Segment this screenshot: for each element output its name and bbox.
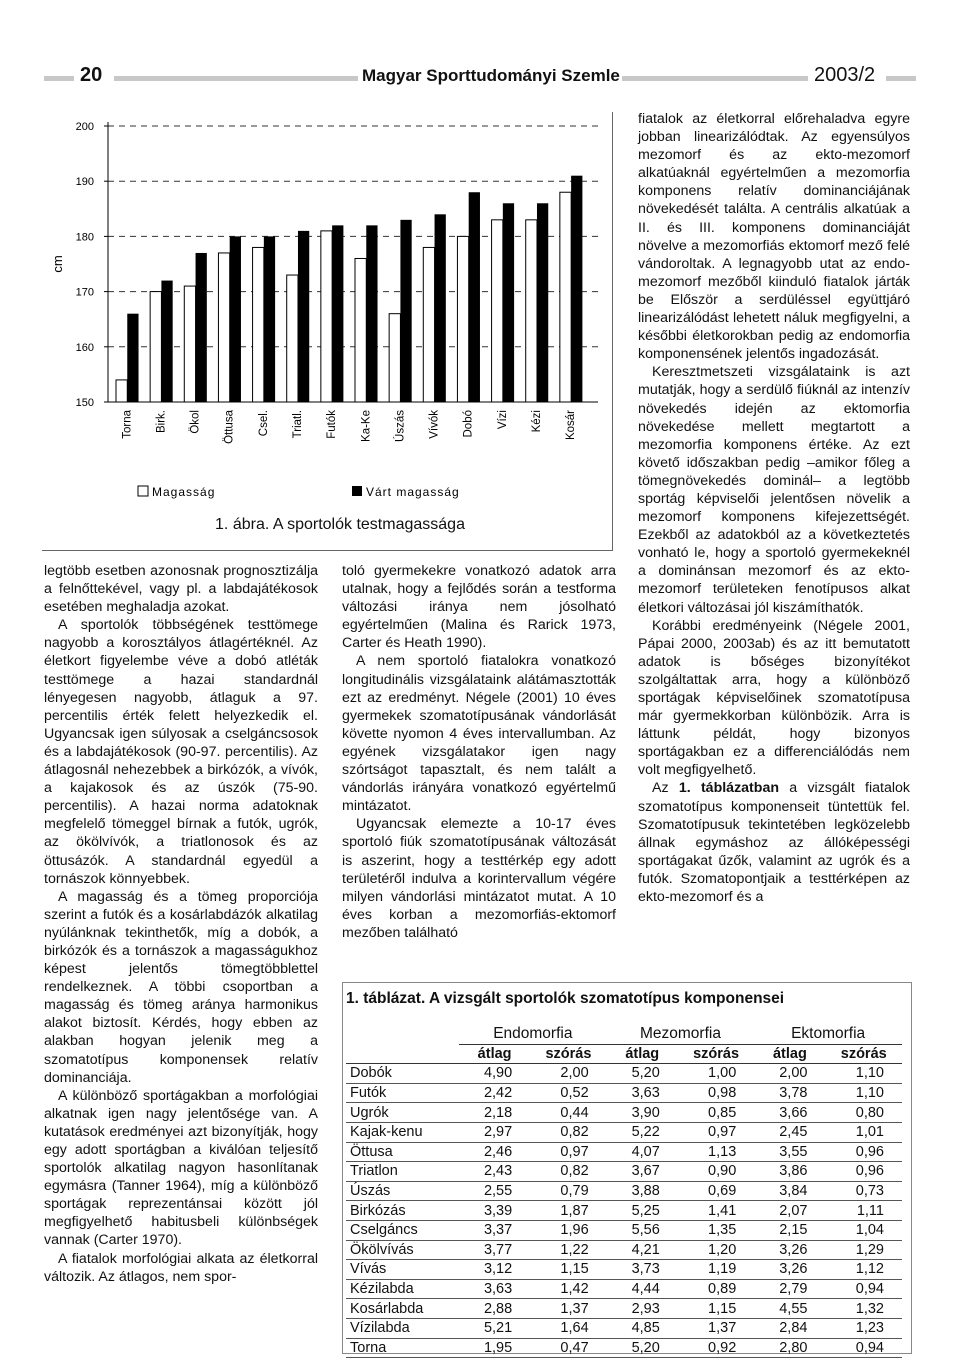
- table-cell: 0,82: [530, 1122, 606, 1142]
- table-cell: 0,44: [530, 1103, 606, 1123]
- table-cell: 0,94: [825, 1338, 902, 1358]
- table-cell: 4,21: [607, 1240, 678, 1260]
- table-row: [346, 1122, 902, 1142]
- row-label: Vízilabda: [346, 1318, 459, 1338]
- page-number: 20: [80, 64, 103, 86]
- row-label: Ökölvívás: [346, 1240, 459, 1260]
- y-axis-label: cm: [50, 255, 65, 273]
- table-cell: 2,84: [754, 1318, 825, 1338]
- row-label: Cselgáncs: [346, 1220, 459, 1240]
- table-row: [346, 1181, 902, 1201]
- legend-label: Magasság: [152, 485, 216, 499]
- somatotype-table: [346, 1025, 902, 1358]
- paragraph: Ugyancsak elemezte a 10-17 éves sportoló fiúk szomatotípusának változását is aszerint, hogy a testtérkép egy adott területéről indulva a korintervallum végére milyen vándorlási mintázatot mutat. A 10 éves korban a mezomorfiás-ektomorf mezőben található: [342, 816, 616, 941]
- table-cell: 3,26: [754, 1240, 825, 1260]
- table-row: [346, 1064, 902, 1084]
- table-cell: 3,73: [607, 1260, 678, 1280]
- table-cell: 0,90: [678, 1162, 754, 1182]
- table-cell: 1,87: [530, 1201, 606, 1221]
- x-tick-label: Futók: [326, 410, 339, 439]
- bar-vart-magassag: [469, 192, 480, 402]
- table-row: [346, 1299, 902, 1319]
- table-cell: 3,55: [754, 1142, 825, 1162]
- row-label: Kézilabda: [346, 1279, 459, 1299]
- table-cell: 1,10: [825, 1064, 902, 1084]
- table-row: [346, 1240, 902, 1260]
- table-cell: 3,66: [754, 1103, 825, 1123]
- col-header: átlag: [459, 1044, 530, 1064]
- x-tick-label: Dobó: [462, 410, 475, 438]
- table-cell: 2,97: [459, 1122, 530, 1142]
- group-header-mezomorfia: Mezomorfia: [607, 1025, 755, 1044]
- table-caption: 1. táblázat. A vizsgált sportolók szomatotípus komponensei: [346, 990, 785, 1007]
- x-tick-label: Torna: [121, 410, 134, 439]
- table-row: [346, 1083, 902, 1103]
- table-cell: 1,15: [678, 1299, 754, 1319]
- table-row: [346, 1318, 902, 1338]
- table-cell: 3,37: [459, 1220, 530, 1240]
- table-cell: 1,42: [530, 1279, 606, 1299]
- table-cell: 1,15: [530, 1260, 606, 1280]
- x-tick-label: Vízi: [496, 410, 509, 430]
- table-row: [346, 1142, 902, 1162]
- header-rule: [44, 76, 74, 81]
- table-cell: 2,18: [459, 1103, 530, 1123]
- bar-magassag: [355, 258, 366, 402]
- legend-label: Várt magasság: [366, 485, 460, 499]
- table-cell: 0,52: [530, 1083, 606, 1103]
- table-cell: 1,11: [825, 1201, 902, 1221]
- x-tick-label: Ökol: [189, 410, 202, 434]
- table-cell: 3,39: [459, 1201, 530, 1221]
- x-tick-label: Kézi: [530, 410, 543, 433]
- journal-title: Magyar Sporttudományi Szemle: [362, 66, 620, 85]
- y-tick-label: 150: [75, 397, 94, 409]
- bar-vart-magassag: [298, 231, 309, 402]
- col-header: szórás: [530, 1044, 606, 1064]
- group-header-ektomorfia: Ektomorfia: [754, 1025, 902, 1044]
- x-tick-label: Öttusa: [223, 410, 236, 444]
- legend-swatch-magassag: [138, 486, 148, 496]
- table-corner: [346, 1025, 459, 1044]
- table-cell: 2,00: [754, 1064, 825, 1084]
- bar-magassag: [423, 247, 434, 402]
- header-rule: [886, 76, 916, 81]
- row-label: Kosárlabda: [346, 1299, 459, 1319]
- table-cell: 1,19: [678, 1260, 754, 1280]
- table-cell: 0,96: [825, 1142, 902, 1162]
- table-cell: 2,45: [754, 1122, 825, 1142]
- table-cell: 3,88: [607, 1181, 678, 1201]
- table-cell: 2,43: [459, 1162, 530, 1182]
- row-label: Öttusa: [346, 1142, 459, 1162]
- legend-swatch-vart: [352, 486, 362, 496]
- table-cell: 4,85: [607, 1318, 678, 1338]
- table-cell: 1,23: [825, 1318, 902, 1338]
- x-tick-label: Kosár: [565, 410, 578, 441]
- bar-magassag: [526, 220, 537, 402]
- bar-vart-magassag: [400, 220, 411, 402]
- paragraph: toló gyermekekre vonatkozó adatok arra utalnak, hogy a fejlődés során a testforma változási iránya nem jósolható egyértelműen (Malina és Rarick 1973, Carter és Heath 1990).: [342, 563, 616, 652]
- paragraph: Korábbi eredményeink (Négele 2001, Pápai 2000, 2003ab) és az itt bemutatott adatok is bőséges bizonyítékot szolgáltattak arra, hogy a különböző sportágak képviselőinek szomatotípusa már gyermekkorban különbözik. Arra is láttunk példát, hogy bizonyos sportágakban ez a differenciálódás nem volt megfigyelhető.: [638, 617, 910, 779]
- bar-vart-magassag: [161, 281, 172, 402]
- paragraph: A sportolók többségének testtömege nagyobb a korosztályos átlagértéknél. Az életkort figyelembe véve a dobó atléták testtömege a hazai standardnál lényegesen nagyobb, átlaguk a 97. percentilis érték felett helyezkedik el. Ugyancsak igen súlyosak a cselgáncsosok és a labdajátékosok (90-97. percentilis). Az átlagosnál nehezebbek a birkózók, a vívók, a kajakosok és az úszók (75-90. percentilis). A hazai norma adatoknak megfelelő tömeggel bírnak a futók, ugrók, az ökölvívók, a triatlonosok és az öttusázók. A standardnál egyedül a tornászok könnyebbek.: [44, 617, 318, 887]
- y-tick-label: 200: [75, 121, 94, 133]
- table-cell: 2,00: [530, 1064, 606, 1084]
- x-tick-label: Birk.: [155, 410, 168, 433]
- table-cell: 0,97: [530, 1142, 606, 1162]
- x-tick-label: Csel.: [257, 410, 270, 437]
- text-column-3: [638, 110, 910, 906]
- table-cell: 1,10: [825, 1083, 902, 1103]
- table-cell: 1,12: [825, 1260, 902, 1280]
- table-cell: 5,21: [459, 1318, 530, 1338]
- row-label: Triatlon: [346, 1162, 459, 1182]
- table-cell: 3,63: [607, 1083, 678, 1103]
- table-sub-header: [346, 1044, 902, 1064]
- paragraph: A különböző sportágakban a morfológiai alkatnak igen nagy jelentősége van. A kutatások eredményei azt bizonyítják, hogy egy adott sportágban a kiválóan teljesítő sportolók alkatilag nagyon hasonlítanak egymásra (Tanner 1964), míg a különböző sportágak reprezentánsai között jól megfigyelhető habitusbeli különbségek vannak (Carter 1970).: [44, 1087, 318, 1249]
- table-cell: 5,20: [607, 1338, 678, 1358]
- bar-magassag: [492, 220, 503, 402]
- table-cell: 3,86: [754, 1162, 825, 1182]
- table-cell: 0,94: [825, 1279, 902, 1299]
- table-cell: 3,77: [459, 1240, 530, 1260]
- table-cell: 1,64: [530, 1318, 606, 1338]
- table-cell: 5,22: [607, 1122, 678, 1142]
- row-label: Kajak-kenu: [346, 1122, 459, 1142]
- row-label: Futók: [346, 1083, 459, 1103]
- table-row: [346, 1279, 902, 1299]
- bar-vart-magassag: [332, 225, 343, 402]
- table-cell: 0,47: [530, 1338, 606, 1358]
- table-cell: 2,80: [754, 1338, 825, 1358]
- table-cell: 3,67: [607, 1162, 678, 1182]
- bar-vart-magassag: [230, 236, 241, 402]
- table-cell: 1,37: [678, 1318, 754, 1338]
- paragraph: [638, 779, 910, 906]
- row-label: Dobók: [346, 1064, 459, 1084]
- x-tick-label: Ka-Ke: [360, 410, 373, 442]
- table-corner: [346, 1044, 459, 1064]
- group-header-endomorfia: Endomorfia: [459, 1025, 607, 1044]
- table-cell: 1,20: [678, 1240, 754, 1260]
- table-cell: 2,93: [607, 1299, 678, 1319]
- paragraph: legtöbb esetben azonosnak prognosztizálja a felnőttekével, vagy pl. a labdajátékosok esetében meghaladja azokat.: [44, 563, 318, 616]
- bar-magassag: [321, 231, 332, 402]
- table-cell: 0,97: [678, 1122, 754, 1142]
- col-header: szórás: [678, 1044, 754, 1064]
- table-cell: 2,88: [459, 1299, 530, 1319]
- table-cell: 0,80: [825, 1103, 902, 1123]
- y-tick-label: 180: [75, 231, 94, 244]
- text-column-2: [342, 562, 616, 942]
- table-cell: 0,89: [678, 1279, 754, 1299]
- table-cell: 0,69: [678, 1181, 754, 1201]
- header-rule: [622, 76, 808, 81]
- table-cell: 0,85: [678, 1103, 754, 1123]
- table-row: [346, 1220, 902, 1240]
- table-cell: 1,32: [825, 1299, 902, 1319]
- col-header: átlag: [607, 1044, 678, 1064]
- table-cell: 1,13: [678, 1142, 754, 1162]
- table-cell: 4,90: [459, 1064, 530, 1084]
- row-label: Vívás: [346, 1260, 459, 1280]
- y-tick-label: 170: [75, 286, 94, 299]
- table-cell: 3,78: [754, 1083, 825, 1103]
- issue-label: 2003/2: [814, 64, 876, 86]
- table-cell: 1,22: [530, 1240, 606, 1260]
- y-tick-label: 190: [75, 176, 94, 189]
- x-tick-label: Triatl.: [291, 410, 304, 439]
- table-cell: 5,25: [607, 1201, 678, 1221]
- bar-magassag: [116, 380, 127, 402]
- bar-magassag: [457, 236, 468, 402]
- table-cell: 1,95: [459, 1338, 530, 1358]
- table-cell: 1,35: [678, 1220, 754, 1240]
- col-header: szórás: [825, 1044, 902, 1064]
- bar-magassag: [150, 292, 161, 402]
- table-cell: 2,15: [754, 1220, 825, 1240]
- table-cell: 1,37: [530, 1299, 606, 1319]
- paragraph: fiatalok az életkorral előrehaladva egyre jobban linearizálódtak. Az egyensúlyos mezomorf és az ekto-mezomorf alkatúaknál egyértelműen a mezomorfia komponens relatív dominanciájának növekedését találta. A centrális alkatúak a II. és III. komponens dominanciáját növelve a mezomorfiás ektomorf mező felé vándoroltak. A legnagyobb utat az endo-mezomorf mezőből kiinduló fiatalok járták be Először a serdüléssel együttjáró linearizálódást lehetett náluk megfigyelni, a későbbi életkorokban pedig az endomorfia komponensének jelentős ingadozását.: [638, 111, 910, 363]
- bar-magassag: [389, 314, 400, 402]
- table-row: [346, 1260, 902, 1280]
- table-cell: 3,90: [607, 1103, 678, 1123]
- table-row: [346, 1201, 902, 1221]
- paragraph: A fiatalok morfológiai alkata az életkorral változik. Az átlagos, nem spor-: [44, 1250, 318, 1285]
- y-tick-label: 160: [75, 341, 94, 354]
- table-cell: 0,82: [530, 1162, 606, 1182]
- table-cell: 4,55: [754, 1299, 825, 1319]
- bar-vart-magassag: [366, 225, 377, 402]
- table-cell: 2,55: [459, 1181, 530, 1201]
- bar-vart-magassag: [571, 176, 582, 402]
- bar-vart-magassag: [264, 236, 275, 402]
- page-header: [44, 62, 916, 92]
- table-cell: 1,00: [678, 1064, 754, 1084]
- table-cell: 3,84: [754, 1181, 825, 1201]
- table-cell: 0,92: [678, 1338, 754, 1358]
- row-label: Torna: [346, 1338, 459, 1358]
- row-label: Úszás: [346, 1181, 459, 1201]
- bar-vart-magassag: [435, 214, 446, 402]
- paragraph: Keresztmetszeti vizsgálataink is azt mutatják, hogy a serdülő fiúknál az intenzív növekedés idején az ektomorfia növekedése mellett megtartott a mezomorfia komponens értéke. Az ezt követő időszakban pedig –amikor főleg a tömegnövekedés dominál– a legtöbb sportág képviselői jelentősen növelik a mezomorf komponens kifejezettségét. Ezekből az adatokból az a következtetés vonható le, hogy a sportoló gyermekeknél a dominánsan mezomorf és az ekto-mezomorf területeken fenotípusos alkat életkori változásai jól kiszámíthatók.: [638, 364, 910, 616]
- table-group-header: [346, 1025, 902, 1044]
- table-cell: 2,46: [459, 1142, 530, 1162]
- header-rule: [114, 76, 358, 81]
- table-cell: 1,41: [678, 1201, 754, 1221]
- paragraph: A nem sportoló fiatalokra vonatkozó longitudinális vizsgálataink alátámasztották ezt az eredményt. Négele (2001) 10 éves gyermekek szomatotípusának vándorlását követte nyomon 4 éves intervallumban. Az egyének vizsgálatakor igen nagy szórtságot tapasztalt, és nem talált a vándorlás irányára vonatkozó egyértelmű mintázatot.: [342, 653, 616, 815]
- col-header: átlag: [754, 1044, 825, 1064]
- bar-magassag: [253, 247, 264, 402]
- table-cell: 5,20: [607, 1064, 678, 1084]
- bar-magassag: [184, 286, 195, 402]
- figure-caption: 1. ábra. A sportolók testmagassága: [215, 516, 465, 533]
- table-cell: 0,98: [678, 1083, 754, 1103]
- paragraph: A magasság és a tömeg proporciója szerint a futók és a kosárlabdázók alkatilag nyúlánknak tekinthetők, míg a dobók, a birkózók és a tornászok a magasságukhoz képest jelentős tömegtöbblettel rendelkeznek. A többi csoportban a magasság és tömeg aránya harmonikus alakot biztosít. Kérdés, hogy ebben az alakban hogyan jelenik meg a szomatotípus komponensek relatív dominanciája.: [44, 888, 318, 1086]
- table-cell: 3,26: [754, 1260, 825, 1280]
- table-row: [346, 1162, 902, 1182]
- bar-vart-magassag: [127, 314, 138, 402]
- table-cell: 2,42: [459, 1083, 530, 1103]
- table-cell: 0,79: [530, 1181, 606, 1201]
- x-tick-label: Úszás: [394, 410, 407, 442]
- table-cell: 2,79: [754, 1279, 825, 1299]
- table-row: [346, 1338, 902, 1358]
- bar-magassag: [287, 275, 298, 402]
- table-cell: 2,07: [754, 1201, 825, 1221]
- bar-magassag: [560, 192, 571, 402]
- table-cell: 1,96: [530, 1220, 606, 1240]
- bar-magassag: [218, 253, 229, 402]
- height-bar-chart: [42, 112, 612, 512]
- bar-vart-magassag: [503, 203, 514, 402]
- table-cell: 3,12: [459, 1260, 530, 1280]
- bar-vart-magassag: [537, 203, 548, 402]
- text-run: Az: [652, 780, 679, 797]
- table-row: [346, 1103, 902, 1123]
- table-cell: 5,56: [607, 1220, 678, 1240]
- x-tick-label: Vívók: [428, 410, 441, 439]
- table-reference: 1. táblázatban: [678, 780, 780, 797]
- table-cell: 0,96: [825, 1162, 902, 1182]
- table-cell: 1,01: [825, 1122, 902, 1142]
- table-cell: 1,29: [825, 1240, 902, 1260]
- table-cell: 3,63: [459, 1279, 530, 1299]
- table-cell: 0,73: [825, 1181, 902, 1201]
- table-cell: 4,44: [607, 1279, 678, 1299]
- bar-vart-magassag: [196, 253, 207, 402]
- row-label: Ugrók: [346, 1103, 459, 1123]
- text-run: a vizsgált fiatalok szomatotípus komponenseit tüntettük fel. Szomatotípusuk tekintetében legközelebb állnak egymáshoz az állóképességi sportágakat űzők, valamint az ugrók és a futók. Szomatopontjaik a testtérképen az ekto-mezomorf és a: [638, 780, 911, 906]
- table-cell: 4,07: [607, 1142, 678, 1162]
- table-cell: 1,04: [825, 1220, 902, 1240]
- row-label: Birkózás: [346, 1201, 459, 1221]
- text-column-1: [44, 562, 318, 1286]
